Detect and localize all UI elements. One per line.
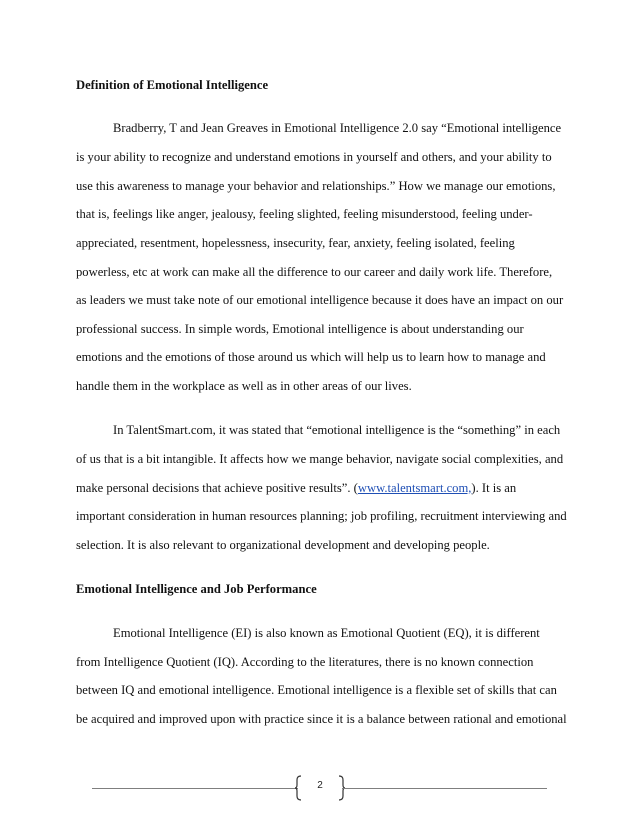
paragraph-line: of us that is a bit intangible. It affects how we mange behavior, navigate social complexities, and bbox=[76, 452, 564, 466]
page-number: 2 bbox=[317, 780, 323, 791]
paragraph-line-with-link bbox=[76, 481, 516, 496]
paragraph-line: between IQ and emotional intelligence. Emotional intelligence is a flexible set of skills that can bbox=[76, 683, 557, 697]
footer-rule-left bbox=[92, 788, 298, 789]
paragraph-line: handle them in the workplace as well as in other areas of our lives. bbox=[76, 379, 412, 393]
paragraph-line: In TalentSmart.com, it was stated that “emotional intelligence is the “something” in each bbox=[113, 423, 561, 437]
paragraph-line: Emotional Intelligence (EI) is also known as Emotional Quotient (EQ), it is different bbox=[113, 626, 540, 640]
paragraph-line: emotions and the emotions of those around us which will help us to learn how to manage and bbox=[76, 350, 546, 364]
paragraph-line: be acquired and improved upon with practice since it is a balance between rational and emotional bbox=[76, 712, 567, 726]
section-heading-definition: Definition of Emotional Intelligence bbox=[76, 78, 269, 92]
paragraph-line: Bradberry, T and Jean Greaves in Emotional Intelligence 2.0 say “Emotional intelligence bbox=[113, 121, 562, 135]
paragraph-line: from Intelligence Quotient (IQ). According to the literatures, there is no known connection bbox=[76, 655, 534, 669]
paragraph-line: that is, feelings like anger, jealousy, feeling slighted, feeling misunderstood, feeling under- bbox=[76, 207, 533, 221]
paragraph-line: selection. It is also relevant to organizational development and developing people. bbox=[76, 538, 490, 552]
paragraph-line: appreciated, resentment, hopelessness, insecurity, fear, anxiety, feeling isolated, feeling bbox=[76, 236, 515, 250]
paragraph-line: powerless, etc at work can make all the difference to our career and daily work life. Therefore, bbox=[76, 265, 553, 279]
text-segment: ). It is an bbox=[471, 481, 517, 495]
paragraph-line: use this awareness to manage your behavior and relationships.” How we manage our emotions, bbox=[76, 179, 556, 193]
paragraph-line: as leaders we must take note of our emotional intelligence because it does have an impact on our bbox=[76, 293, 564, 307]
footer-rule-right bbox=[342, 788, 547, 789]
paragraph-line: professional success. In simple words, Emotional intelligence is about understanding our bbox=[76, 322, 524, 336]
text-segment: make personal decisions that achieve positive results”. ( bbox=[76, 481, 358, 495]
section-heading-job-performance: Emotional Intelligence and Job Performance bbox=[76, 582, 317, 596]
paragraph-line: is your ability to recognize and understand emotions in yourself and others, and your ability to bbox=[76, 150, 552, 164]
paragraph-line: important consideration in human resources planning; job profiling, recruitment interviewing and bbox=[76, 509, 567, 523]
talentsmart-link[interactable]: www.talentsmart.com, bbox=[357, 481, 472, 495]
